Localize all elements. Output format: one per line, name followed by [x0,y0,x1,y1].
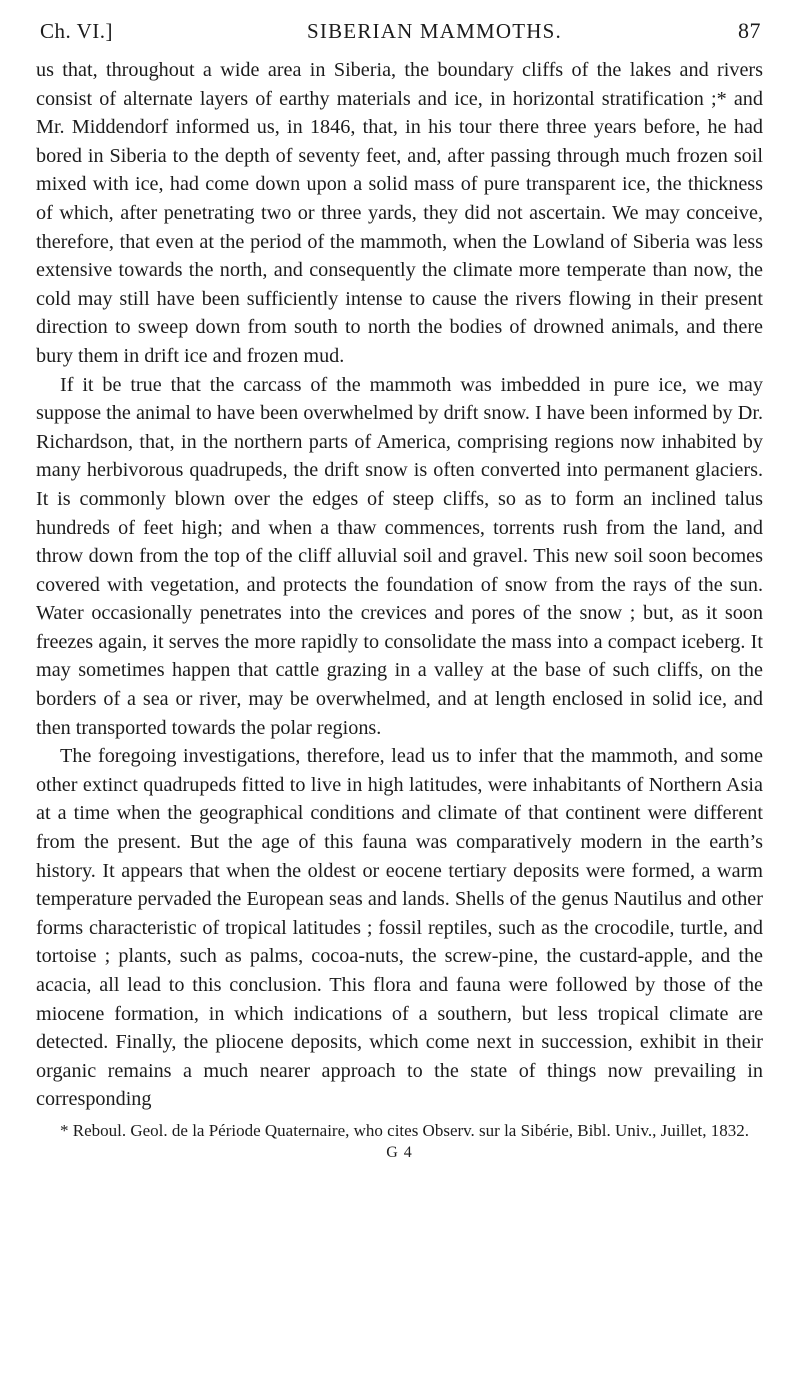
paragraph-2: If it be true that the carcass of the mammoth was imbedded in pure ice, we may suppose the animal to have been overwhelmed by drift snow. I have been informed by Dr. Richardson, that, in the northern parts of America, comprising regions now inhabited by many herbivorous quadrupeds, the drift snow is often converted into permanent glaciers. It is commonly blown over the edges of steep cliffs, so as to form an inclined talus hundreds of feet high; and when a thaw commences, torrents rush from the land, and throw down from the top of the cliff alluvial soil and gravel. This new soil soon becomes covered with vegetation, and protects the foundation of snow from the rays of the sun. Water occasionally penetrates into the crevices and pores of the snow ; but, as it soon freezes again, it serves the more rapidly to consolidate the mass into a compact iceberg. It may sometimes happen that cattle grazing in a valley at the base of such cliffs, on the borders of a sea or river, may be overwhelmed, and at length enclosed in solid ice, and then transported towards the polar regions. [36,373,763,739]
page-number: 87 [738,18,761,43]
book-page [36,18,763,1162]
signature-mark: G 4 [386,1143,413,1161]
running-title: SIBERIAN MAMMOTHS. [307,19,562,43]
body-text [36,56,763,1114]
paragraph-3: The foregoing investigations, therefore, lead us to infer that the mammoth, and some other extinct quadrupeds fitted to live in high latitudes, were inhabitants of Northern Asia at a time when the geographical conditions and climate of that continent were different from the present. But the age of this fauna was comparatively modern in the earth’s history. It appears that when the oldest or eocene tertiary deposits were formed, a warm temperature pervaded the European seas and lands. Shells of the genus Nautilus and other forms characteristic of tropical latitudes ; fossil reptiles, such as the crocodile, turtle, and tortoise ; plants, such as palms, cocoa-nuts, the screw-pine, the custard-apple, and the acacia, all lead to this conclusion. This flora and fauna were followed by those of the miocene formation, in which indications of a southern, but less tropical climate are detected. Finally, the pliocene deposits, which come next in succession, exhibit in their organic remains a much nearer approach to the state of things now prevailing in corresponding [36,745,763,1111]
chapter-label: Ch. VI.] [40,19,114,43]
footnote-text: * Reboul. Geol. de la Période Quaternaire, who cites Observ. sur la Sibérie, Bibl. Univ., Juillet, 1832. [60,1120,749,1140]
paragraph-1: us that, throughout a wide area in Siberia, the boundary cliffs of the lakes and rivers consist of alternate layers of earthy materials and ice, in horizontal stratification ;* and Mr. Middendorf informed us, in 1846, that, in his tour there three years before, he had bored in Siberia to the depth of seventy feet, and, after passing through much frozen soil mixed with ice, had come down upon a solid mass of pure transparent ice, the thickness of which, after penetrating two or three yards, they did not ascertain. We may conceive, therefore, that even at the period of the mammoth, when the Lowland of Siberia was less extensive towards the north, and consequently the climate more temperate than now, the cold may still have been sufficiently intense to cause the rivers flowing in their present direction to sweep down from south to north the bodies of drowned animals, and there bury them in drift ice and frozen mud. [36,59,763,367]
running-head [36,18,763,44]
footnote [36,1120,763,1142]
